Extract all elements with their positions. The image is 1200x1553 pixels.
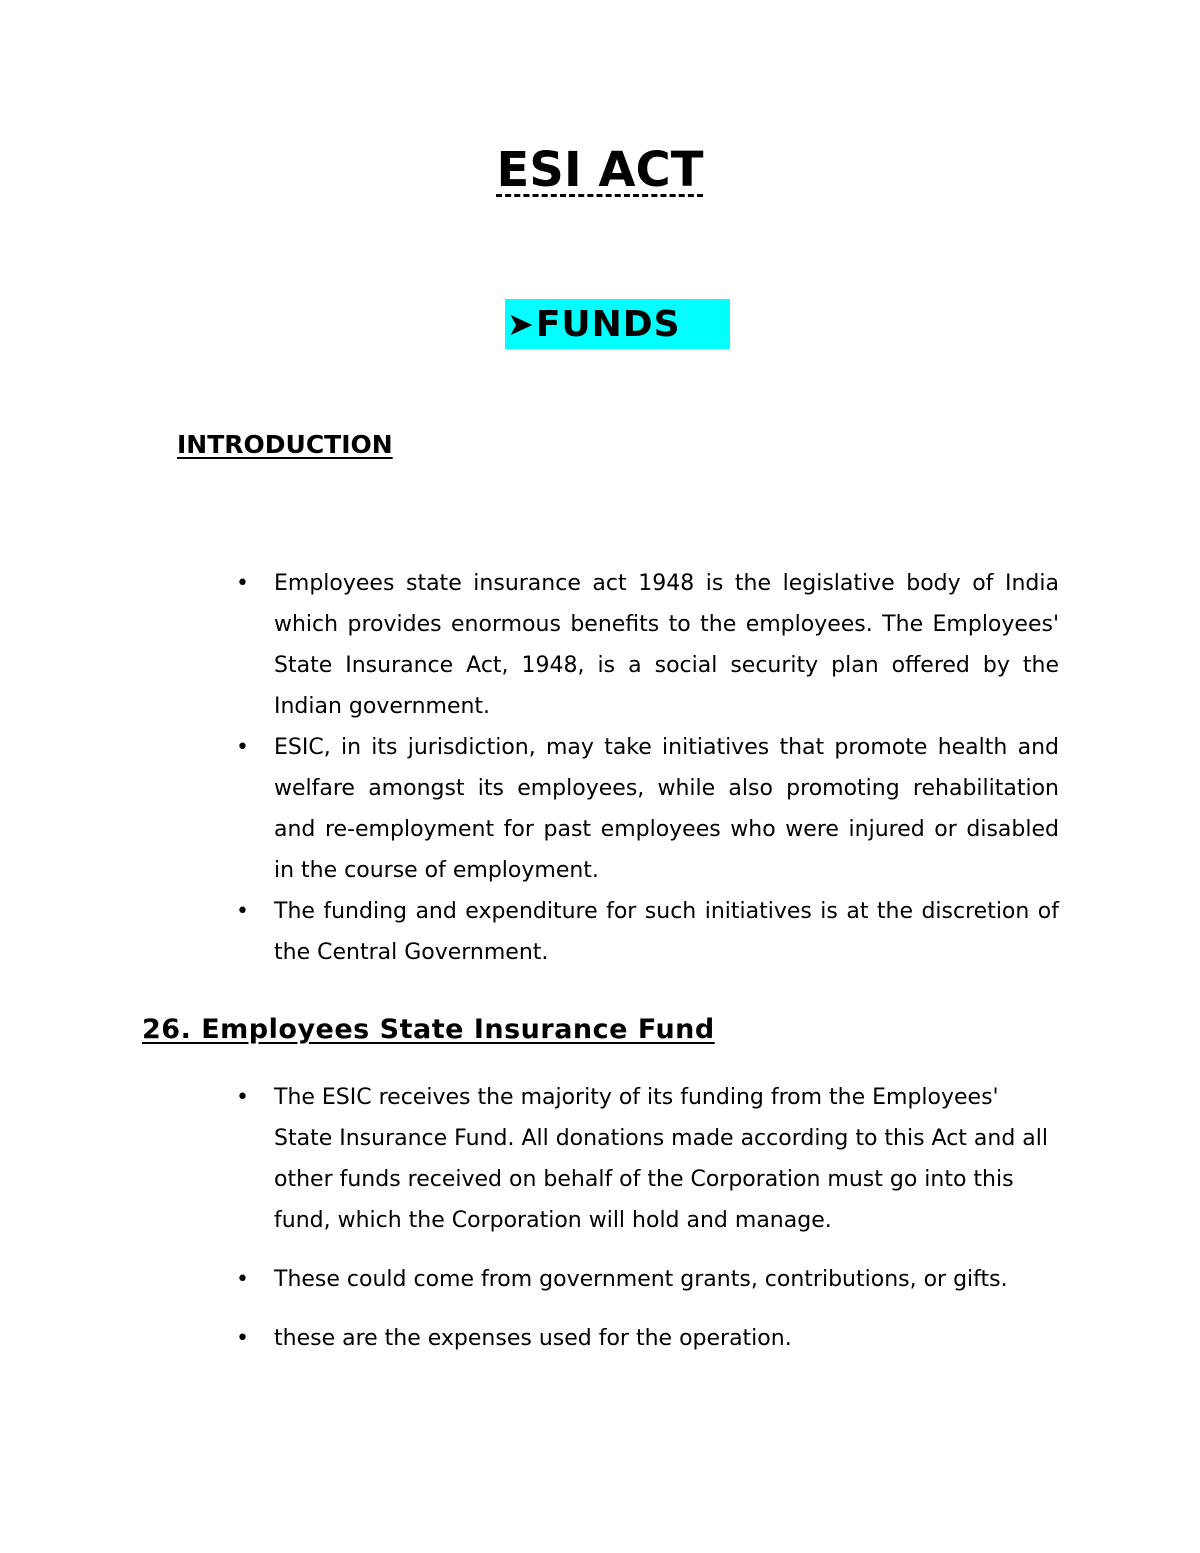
list-item: • The funding and expenditure for such initiatives is at the discretion of the Central Government. [236, 891, 1059, 973]
list-item: • Employees state insurance act 1948 is the legislative body of India which provides enormous benefits to the employees. The Employees' State Insurance Act, 1948, is a social security plan offered by the Indian government. [236, 563, 1059, 727]
arrowhead-bullet-icon: ➤ [507, 305, 534, 343]
funds-heading: FUNDS [535, 303, 681, 345]
funds-heading-highlight [505, 299, 730, 349]
section-26-list [236, 1077, 1059, 1377]
list-item: • ESIC, in its jurisdiction, may take initiatives that promote health and welfare amongst its employees, while also promoting rehabilitation and re-employment for past employees who were injured or disabled in the course of employment. [236, 727, 1059, 891]
section-26-heading: 26. Employees State Insurance Fund [142, 1014, 715, 1045]
list-item: • These could come from government grants, contributions, or gifts. [236, 1259, 1059, 1300]
introduction-list [236, 563, 1059, 973]
list-item: • these are the expenses used for the operation. [236, 1318, 1059, 1359]
document-title [0, 140, 1200, 200]
introduction-heading: INTRODUCTION [177, 430, 393, 459]
list-item: • The ESIC receives the majority of its funding from the Employees' State Insurance Fund. All donations made according to this Act and all other funds received on behalf of the Corporation must go into this fund, which the Corporation will hold and manage. [236, 1077, 1059, 1241]
document-title-text: ESI ACT [496, 142, 704, 198]
